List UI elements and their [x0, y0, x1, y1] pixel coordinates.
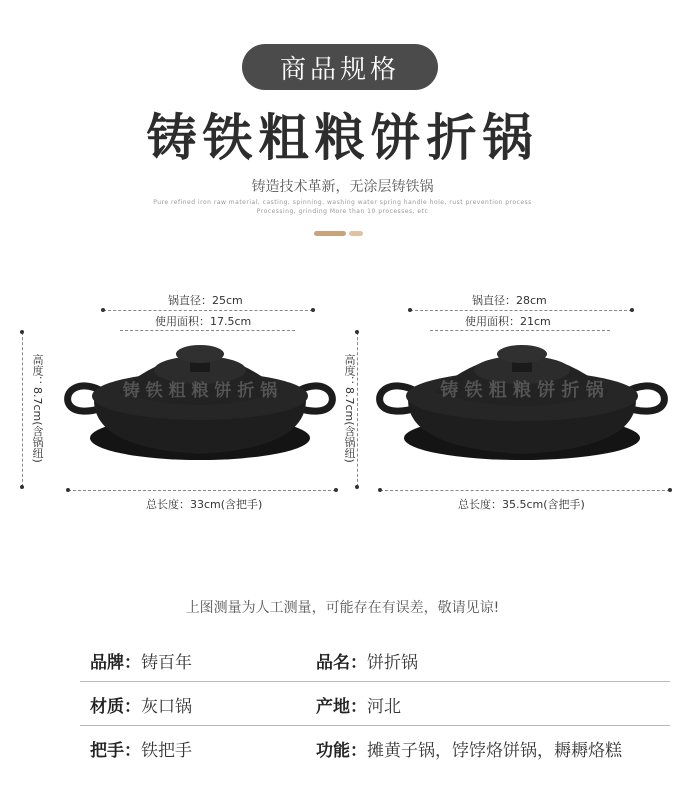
spec-function [316, 736, 622, 761]
spec-origin-value: 河北 [367, 697, 401, 717]
pan-1-diameter-label: 锅直径：25cm [168, 294, 243, 307]
pan-2-diameter-label: 锅直径：28cm [472, 294, 547, 307]
spec-handle-key: 把手： [90, 741, 141, 761]
spec-row [80, 726, 670, 770]
spec-brand [90, 648, 192, 673]
pan-2-diameter-end [630, 308, 634, 312]
pan-1-height-line [22, 332, 23, 487]
spec-handle [90, 736, 192, 761]
measurement-note: 上图测量为人工测量，可能存在有误差，敬请见谅! [185, 600, 500, 616]
pan-2-area-label: 使用面积：21cm [465, 315, 551, 328]
pan-1-diameter-end [311, 308, 315, 312]
pan-1-height-end [20, 485, 24, 489]
pan-2-length-end [378, 488, 382, 492]
spec-origin-key: 产地： [316, 697, 367, 717]
pan-1-height-end [20, 330, 24, 334]
pan-2-length-label: 总长度：35.5cm(含把手) [458, 498, 585, 511]
subtitle: 铸造技术革新，无涂层铸铁锅 [251, 179, 434, 195]
spec-handle-value: 铁把手 [141, 741, 192, 761]
pan-2-height-label: 高度：8.7cm(含锅纽) [343, 354, 356, 463]
pan-2-height-end [355, 330, 359, 334]
svg-text:铸 铁 粗 粮 饼 折 锅: 铸 铁 粗 粮 饼 折 锅 [440, 380, 604, 401]
product-title: 铸铁粗粮饼折锅 [146, 108, 539, 167]
spec-name-key: 品名： [316, 653, 367, 673]
pan-2-diameter-line [410, 310, 632, 311]
pan-1-length-label: 总长度：33cm(含把手) [146, 498, 263, 511]
svg-text:铸 铁 粗 粮 饼 折 锅: 铸 铁 粗 粮 饼 折 锅 [122, 381, 278, 401]
pan-1-diameter-end [101, 308, 105, 312]
spec-origin [316, 692, 401, 717]
spec-name-value: 饼折锅 [367, 653, 418, 673]
pan-1-height-label: 高度：8.7cm(含锅纽) [31, 354, 44, 463]
spec-function-key: 功能： [316, 741, 367, 761]
spec-brand-key: 品牌： [90, 653, 141, 673]
pan-2-image [372, 330, 672, 480]
spec-material-value: 灰口锅 [141, 697, 192, 717]
pan-1-length-line [68, 490, 336, 491]
english-tagline-1: Pure refined iron raw material, casting, spinning, washing water spring handle hole, rust prevention process [153, 199, 532, 206]
pan-1-area-label: 使用面积：17.5cm [155, 315, 252, 328]
pan-2-height-line [357, 332, 358, 487]
spec-row [80, 638, 670, 682]
spec-material-key: 材质： [90, 697, 141, 717]
pan-1-diameter-line [103, 310, 313, 311]
pan-2-height-end [355, 485, 359, 489]
pan-1-length-end [334, 488, 338, 492]
spec-function-value: 摊黄子锅，饽饽烙饼锅，耨耨烙糕 [367, 741, 622, 761]
pan-1-image [60, 330, 340, 480]
spec-name [316, 648, 418, 673]
accent-bar [314, 231, 346, 236]
section-label: 商品规格 [242, 44, 438, 90]
pan-1-length-end [66, 488, 70, 492]
pan-2-length-line [380, 490, 670, 491]
pan-2-length-end [668, 488, 672, 492]
pan-2-diameter-end [408, 308, 412, 312]
spec-material [90, 692, 192, 717]
spec-brand-value: 铸百年 [141, 653, 192, 673]
accent-dot [349, 231, 363, 236]
english-tagline-2: Processing, grinding More than 10 processes, etc [256, 208, 429, 215]
spec-row [80, 682, 670, 726]
